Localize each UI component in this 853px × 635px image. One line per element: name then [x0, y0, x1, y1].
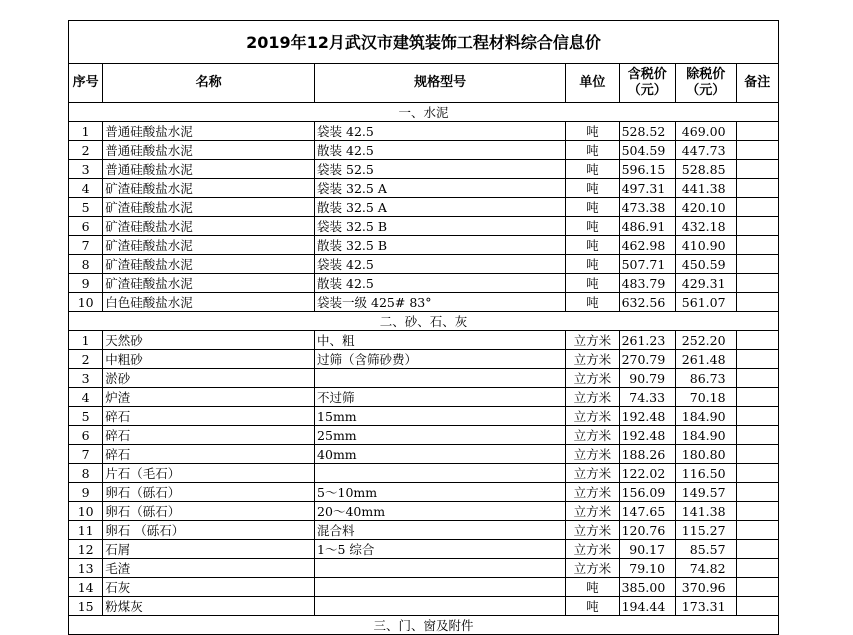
table-row — [69, 350, 779, 369]
cell-unit: 立方米 — [566, 502, 619, 521]
cell-note — [736, 255, 778, 274]
cell-spec: 散装 32.5 A — [315, 198, 566, 217]
cell-note — [736, 122, 778, 141]
cell-notax-price: 86.73 — [676, 369, 737, 388]
table-row — [69, 502, 779, 521]
cell-no: 10 — [69, 502, 103, 521]
cell-name: 碎石 — [103, 407, 315, 426]
cell-notax-price: 469.00 — [676, 122, 737, 141]
header-note: 备注 — [736, 64, 778, 103]
cell-notax-price: 261.48 — [676, 350, 737, 369]
cell-unit: 吨 — [566, 179, 619, 198]
cell-tax-price: 90.79 — [619, 369, 675, 388]
cell-notax-price: 528.85 — [676, 160, 737, 179]
cell-spec: 25mm — [315, 426, 566, 445]
cell-no: 5 — [69, 407, 103, 426]
table-row — [69, 141, 779, 160]
cell-notax-price: 116.50 — [676, 464, 737, 483]
cell-spec — [315, 559, 566, 578]
table-row — [69, 369, 779, 388]
cell-note — [736, 388, 778, 407]
cell-notax-price: 450.59 — [676, 255, 737, 274]
cell-unit: 吨 — [566, 255, 619, 274]
cell-note — [736, 369, 778, 388]
cell-name: 淤砂 — [103, 369, 315, 388]
cell-notax-price: 184.90 — [676, 426, 737, 445]
header-tax-price: 含税价（元） — [619, 64, 675, 103]
cell-no: 1 — [69, 122, 103, 141]
table-row — [69, 179, 779, 198]
cell-no: 6 — [69, 426, 103, 445]
table-row — [69, 388, 779, 407]
page-title: 2019年12月武汉市建筑装饰工程材料综合信息价 — [69, 21, 779, 64]
cell-spec: 过筛（含筛砂费） — [315, 350, 566, 369]
cell-name: 石灰 — [103, 578, 315, 597]
cell-no: 5 — [69, 198, 103, 217]
cell-note — [736, 350, 778, 369]
cell-note — [736, 559, 778, 578]
cell-note — [736, 236, 778, 255]
table-row — [69, 122, 779, 141]
cell-unit: 立方米 — [566, 407, 619, 426]
cell-tax-price: 194.44 — [619, 597, 675, 616]
cell-note — [736, 502, 778, 521]
cell-spec: 袋装 42.5 — [315, 255, 566, 274]
cell-no: 3 — [69, 160, 103, 179]
header-unit: 单位 — [566, 64, 619, 103]
section-row — [69, 103, 779, 122]
cell-notax-price: 173.31 — [676, 597, 737, 616]
cell-unit: 吨 — [566, 274, 619, 293]
cell-spec — [315, 464, 566, 483]
cell-unit: 立方米 — [566, 331, 619, 350]
cell-tax-price: 504.59 — [619, 141, 675, 160]
section-row — [69, 312, 779, 331]
cell-tax-price: 507.71 — [619, 255, 675, 274]
cell-notax-price: 441.38 — [676, 179, 737, 198]
cell-notax-price: 429.31 — [676, 274, 737, 293]
cell-unit: 吨 — [566, 293, 619, 312]
cell-note — [736, 293, 778, 312]
cell-spec: 袋装 42.5 — [315, 122, 566, 141]
cell-notax-price: 70.18 — [676, 388, 737, 407]
cell-name: 矿渣硅酸盐水泥 — [103, 217, 315, 236]
table-row — [69, 578, 779, 597]
cell-name: 粉煤灰 — [103, 597, 315, 616]
cell-note — [736, 521, 778, 540]
cell-no: 10 — [69, 293, 103, 312]
cell-notax-price: 410.90 — [676, 236, 737, 255]
cell-no: 2 — [69, 141, 103, 160]
cell-unit: 立方米 — [566, 369, 619, 388]
table-row — [69, 426, 779, 445]
cell-tax-price: 188.26 — [619, 445, 675, 464]
cell-tax-price: 473.38 — [619, 198, 675, 217]
cell-tax-price: 79.10 — [619, 559, 675, 578]
cell-notax-price: 85.57 — [676, 540, 737, 559]
cell-no: 4 — [69, 179, 103, 198]
cell-unit: 吨 — [566, 160, 619, 179]
cell-spec: 袋装 32.5 A — [315, 179, 566, 198]
cell-note — [736, 426, 778, 445]
header-name: 名称 — [103, 64, 315, 103]
cell-name: 普通硅酸盐水泥 — [103, 122, 315, 141]
table-row — [69, 445, 779, 464]
table-row — [69, 483, 779, 502]
cell-name: 矿渣硅酸盐水泥 — [103, 179, 315, 198]
table-row — [69, 559, 779, 578]
cell-spec: 袋装 52.5 — [315, 160, 566, 179]
cell-spec: 不过筛 — [315, 388, 566, 407]
cell-note — [736, 483, 778, 502]
cell-name: 矿渣硅酸盐水泥 — [103, 236, 315, 255]
cell-tax-price: 122.02 — [619, 464, 675, 483]
cell-unit: 吨 — [566, 122, 619, 141]
cell-tax-price: 385.00 — [619, 578, 675, 597]
cell-name: 碎石 — [103, 445, 315, 464]
section-row — [69, 616, 779, 635]
cell-no: 1 — [69, 331, 103, 350]
cell-spec: 混合料 — [315, 521, 566, 540]
cell-note — [736, 179, 778, 198]
cell-unit: 吨 — [566, 217, 619, 236]
cell-note — [736, 578, 778, 597]
table-row — [69, 521, 779, 540]
cell-name: 卵石（砾石） — [103, 502, 315, 521]
cell-notax-price: 180.80 — [676, 445, 737, 464]
cell-spec: 中、粗 — [315, 331, 566, 350]
cell-tax-price: 486.91 — [619, 217, 675, 236]
cell-name: 卵石（砾石） — [103, 483, 315, 502]
cell-tax-price: 462.98 — [619, 236, 675, 255]
cell-unit: 立方米 — [566, 350, 619, 369]
cell-note — [736, 198, 778, 217]
cell-no: 9 — [69, 483, 103, 502]
cell-tax-price: 497.31 — [619, 179, 675, 198]
cell-name: 炉渣 — [103, 388, 315, 407]
cell-name: 矿渣硅酸盐水泥 — [103, 274, 315, 293]
section-heading: 三、门、窗及附件 — [69, 616, 779, 635]
table-row — [69, 407, 779, 426]
cell-tax-price: 528.52 — [619, 122, 675, 141]
cell-notax-price: 561.07 — [676, 293, 737, 312]
cell-tax-price: 596.15 — [619, 160, 675, 179]
cell-note — [736, 274, 778, 293]
cell-tax-price: 156.09 — [619, 483, 675, 502]
cell-tax-price: 120.76 — [619, 521, 675, 540]
cell-spec: 1～5 综合 — [315, 540, 566, 559]
cell-notax-price: 447.73 — [676, 141, 737, 160]
cell-name: 中粗砂 — [103, 350, 315, 369]
cell-unit: 立方米 — [566, 483, 619, 502]
cell-no: 11 — [69, 521, 103, 540]
cell-unit: 吨 — [566, 578, 619, 597]
cell-tax-price: 261.23 — [619, 331, 675, 350]
cell-name: 普通硅酸盐水泥 — [103, 141, 315, 160]
cell-spec: 袋装 32.5 B — [315, 217, 566, 236]
header-notax-price: 除税价（元） — [676, 64, 737, 103]
table-row — [69, 236, 779, 255]
cell-notax-price: 149.57 — [676, 483, 737, 502]
cell-name: 片石（毛石） — [103, 464, 315, 483]
cell-tax-price: 270.79 — [619, 350, 675, 369]
table-row — [69, 293, 779, 312]
cell-unit: 立方米 — [566, 559, 619, 578]
table-row — [69, 464, 779, 483]
cell-spec: 15mm — [315, 407, 566, 426]
cell-spec: 20～40mm — [315, 502, 566, 521]
table-row — [69, 217, 779, 236]
cell-name: 矿渣硅酸盐水泥 — [103, 198, 315, 217]
cell-unit: 吨 — [566, 141, 619, 160]
cell-spec — [315, 597, 566, 616]
cell-notax-price: 115.27 — [676, 521, 737, 540]
cell-name: 碎石 — [103, 426, 315, 445]
header-spec: 规格型号 — [315, 64, 566, 103]
cell-name: 白色硅酸盐水泥 — [103, 293, 315, 312]
cell-note — [736, 331, 778, 350]
header-no: 序号 — [69, 64, 103, 103]
cell-tax-price: 147.65 — [619, 502, 675, 521]
cell-no: 4 — [69, 388, 103, 407]
table-row — [69, 331, 779, 350]
cell-spec: 散装 42.5 — [315, 274, 566, 293]
cell-unit: 吨 — [566, 198, 619, 217]
cell-tax-price: 90.17 — [619, 540, 675, 559]
cell-unit: 立方米 — [566, 464, 619, 483]
cell-no: 9 — [69, 274, 103, 293]
cell-note — [736, 217, 778, 236]
cell-notax-price: 370.96 — [676, 578, 737, 597]
cell-name: 天然砂 — [103, 331, 315, 350]
cell-unit: 立方米 — [566, 521, 619, 540]
cell-notax-price: 420.10 — [676, 198, 737, 217]
cell-name: 卵石 （砾石） — [103, 521, 315, 540]
cell-unit: 吨 — [566, 236, 619, 255]
table-row — [69, 160, 779, 179]
cell-name: 矿渣硅酸盐水泥 — [103, 255, 315, 274]
cell-tax-price: 483.79 — [619, 274, 675, 293]
table-row — [69, 597, 779, 616]
cell-no: 14 — [69, 578, 103, 597]
section-heading: 二、砂、石、灰 — [69, 312, 779, 331]
cell-spec — [315, 578, 566, 597]
cell-note — [736, 445, 778, 464]
cell-spec — [315, 369, 566, 388]
cell-unit: 立方米 — [566, 445, 619, 464]
cell-notax-price: 252.20 — [676, 331, 737, 350]
cell-no: 15 — [69, 597, 103, 616]
table-row — [69, 540, 779, 559]
cell-note — [736, 407, 778, 426]
cell-no: 3 — [69, 369, 103, 388]
section-heading: 一、水泥 — [69, 103, 779, 122]
cell-unit: 立方米 — [566, 540, 619, 559]
cell-spec: 散装 32.5 B — [315, 236, 566, 255]
price-table — [68, 20, 779, 635]
cell-tax-price: 632.56 — [619, 293, 675, 312]
cell-notax-price: 74.82 — [676, 559, 737, 578]
title-row — [69, 21, 779, 64]
cell-name: 石屑 — [103, 540, 315, 559]
cell-no: 12 — [69, 540, 103, 559]
cell-no: 2 — [69, 350, 103, 369]
cell-name: 毛渣 — [103, 559, 315, 578]
cell-unit: 立方米 — [566, 426, 619, 445]
cell-tax-price: 192.48 — [619, 426, 675, 445]
cell-spec: 散装 42.5 — [315, 141, 566, 160]
cell-notax-price: 432.18 — [676, 217, 737, 236]
header-row — [69, 64, 779, 103]
cell-no: 6 — [69, 217, 103, 236]
cell-spec: 40mm — [315, 445, 566, 464]
table-row — [69, 255, 779, 274]
cell-no: 8 — [69, 464, 103, 483]
cell-unit: 吨 — [566, 597, 619, 616]
cell-spec: 袋装一级 425# 83° — [315, 293, 566, 312]
cell-notax-price: 141.38 — [676, 502, 737, 521]
table-row — [69, 274, 779, 293]
table-row — [69, 198, 779, 217]
cell-no: 7 — [69, 236, 103, 255]
cell-tax-price: 192.48 — [619, 407, 675, 426]
cell-note — [736, 160, 778, 179]
cell-note — [736, 141, 778, 160]
cell-note — [736, 464, 778, 483]
cell-notax-price: 184.90 — [676, 407, 737, 426]
cell-note — [736, 540, 778, 559]
cell-no: 7 — [69, 445, 103, 464]
cell-no: 8 — [69, 255, 103, 274]
cell-no: 13 — [69, 559, 103, 578]
cell-unit: 立方米 — [566, 388, 619, 407]
cell-name: 普通硅酸盐水泥 — [103, 160, 315, 179]
cell-spec: 5～10mm — [315, 483, 566, 502]
cell-tax-price: 74.33 — [619, 388, 675, 407]
cell-note — [736, 597, 778, 616]
